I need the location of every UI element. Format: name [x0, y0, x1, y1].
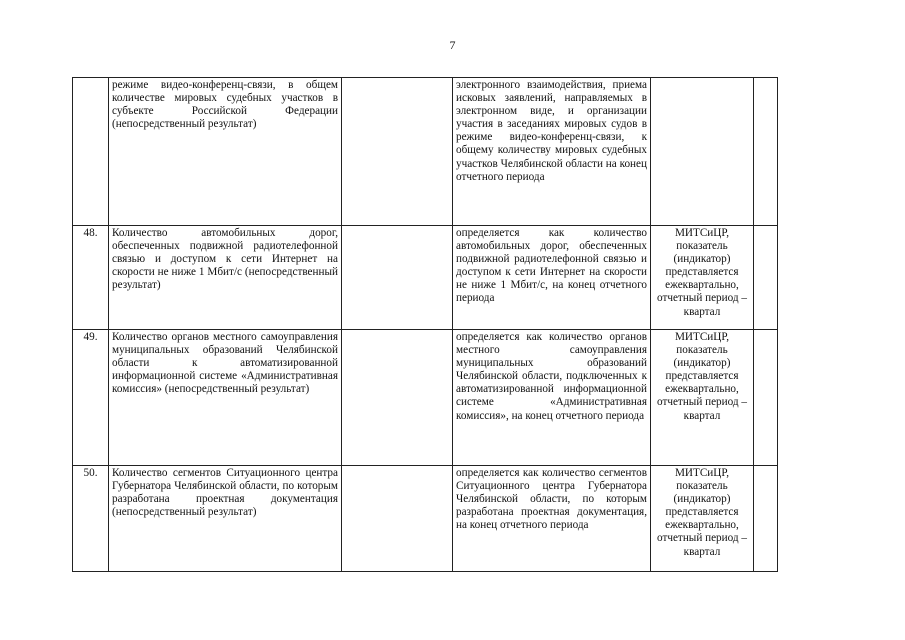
empty-cell — [342, 78, 453, 226]
source-cell: МИТСиЦР, показатель (индикатор) представляется ежеквартально, отчетный период – квартал — [651, 226, 754, 330]
note-cell — [754, 466, 778, 572]
calculation-method-cell: электронного взаимодействия, приема исковых заявлений, направляемых в электронном виде, и организации участия в заседаниях мировых судов в режиме видео-конференц-связи, к общему количеству мировых судебных участков Челябинской области на конец отчетного периода — [453, 78, 651, 226]
indicator-name-cell: Количество автомобильных дорог, обеспеченных подвижной радиотелефонной связью и доступом к сети Интернет на скорости не ниже 1 Мбит/с (непосредственный результат) — [109, 226, 342, 330]
note-cell — [754, 330, 778, 466]
row-number-cell: 49. — [73, 330, 109, 466]
page-number: 7 — [449, 38, 456, 52]
source-cell — [651, 78, 754, 226]
indicators-table — [72, 77, 778, 572]
note-cell — [754, 226, 778, 330]
row-number-cell — [73, 78, 109, 226]
note-cell — [754, 78, 778, 226]
table-row — [73, 466, 778, 572]
table-row — [73, 330, 778, 466]
source-cell: МИТСиЦР, показатель (индикатор) представляется ежеквартально, отчетный период – квартал — [651, 330, 754, 466]
calculation-method-cell: определяется как количество сегментов Ситуационного центра Губернатора Челябинской области, по которым разработана проектная документация, на конец отчетного периода — [453, 466, 651, 572]
indicator-name-cell: Количество сегментов Ситуационного центра Губернатора Челябинской области, по которым разработана проектная документация (непосредственный результат) — [109, 466, 342, 572]
source-cell: МИТСиЦР, показатель (индикатор) представляется ежеквартально, отчетный период – квартал — [651, 466, 754, 572]
calculation-method-cell: определяется как количество автомобильных дорог, обеспеченных подвижной радиотелефонной связью и доступом к сети Интернет на скорости не ниже 1 Мбит/с, на конец отчетного периода — [453, 226, 651, 330]
indicator-name-cell: Количество органов местного самоуправления муниципальных образований Челябинской области к автоматизированной информационной системе «Административная комиссия» (непосредственный результат) — [109, 330, 342, 466]
empty-cell — [342, 330, 453, 466]
row-number-cell: 48. — [73, 226, 109, 330]
empty-cell — [342, 466, 453, 572]
indicator-name-cell: режиме видео-конференц-связи, в общем количестве мировых судебных участков в субъекте Российской Федерации (непосредственный результат) — [109, 78, 342, 226]
calculation-method-cell: определяется как количество органов местного самоуправления муниципальных образований Челябинской области, подключенных к автоматизированной информационной системе «Административная комиссия», на конец отчетного периода — [453, 330, 651, 466]
row-number-cell: 50. — [73, 466, 109, 572]
table-row — [73, 226, 778, 330]
empty-cell — [342, 226, 453, 330]
table-row — [73, 78, 778, 226]
